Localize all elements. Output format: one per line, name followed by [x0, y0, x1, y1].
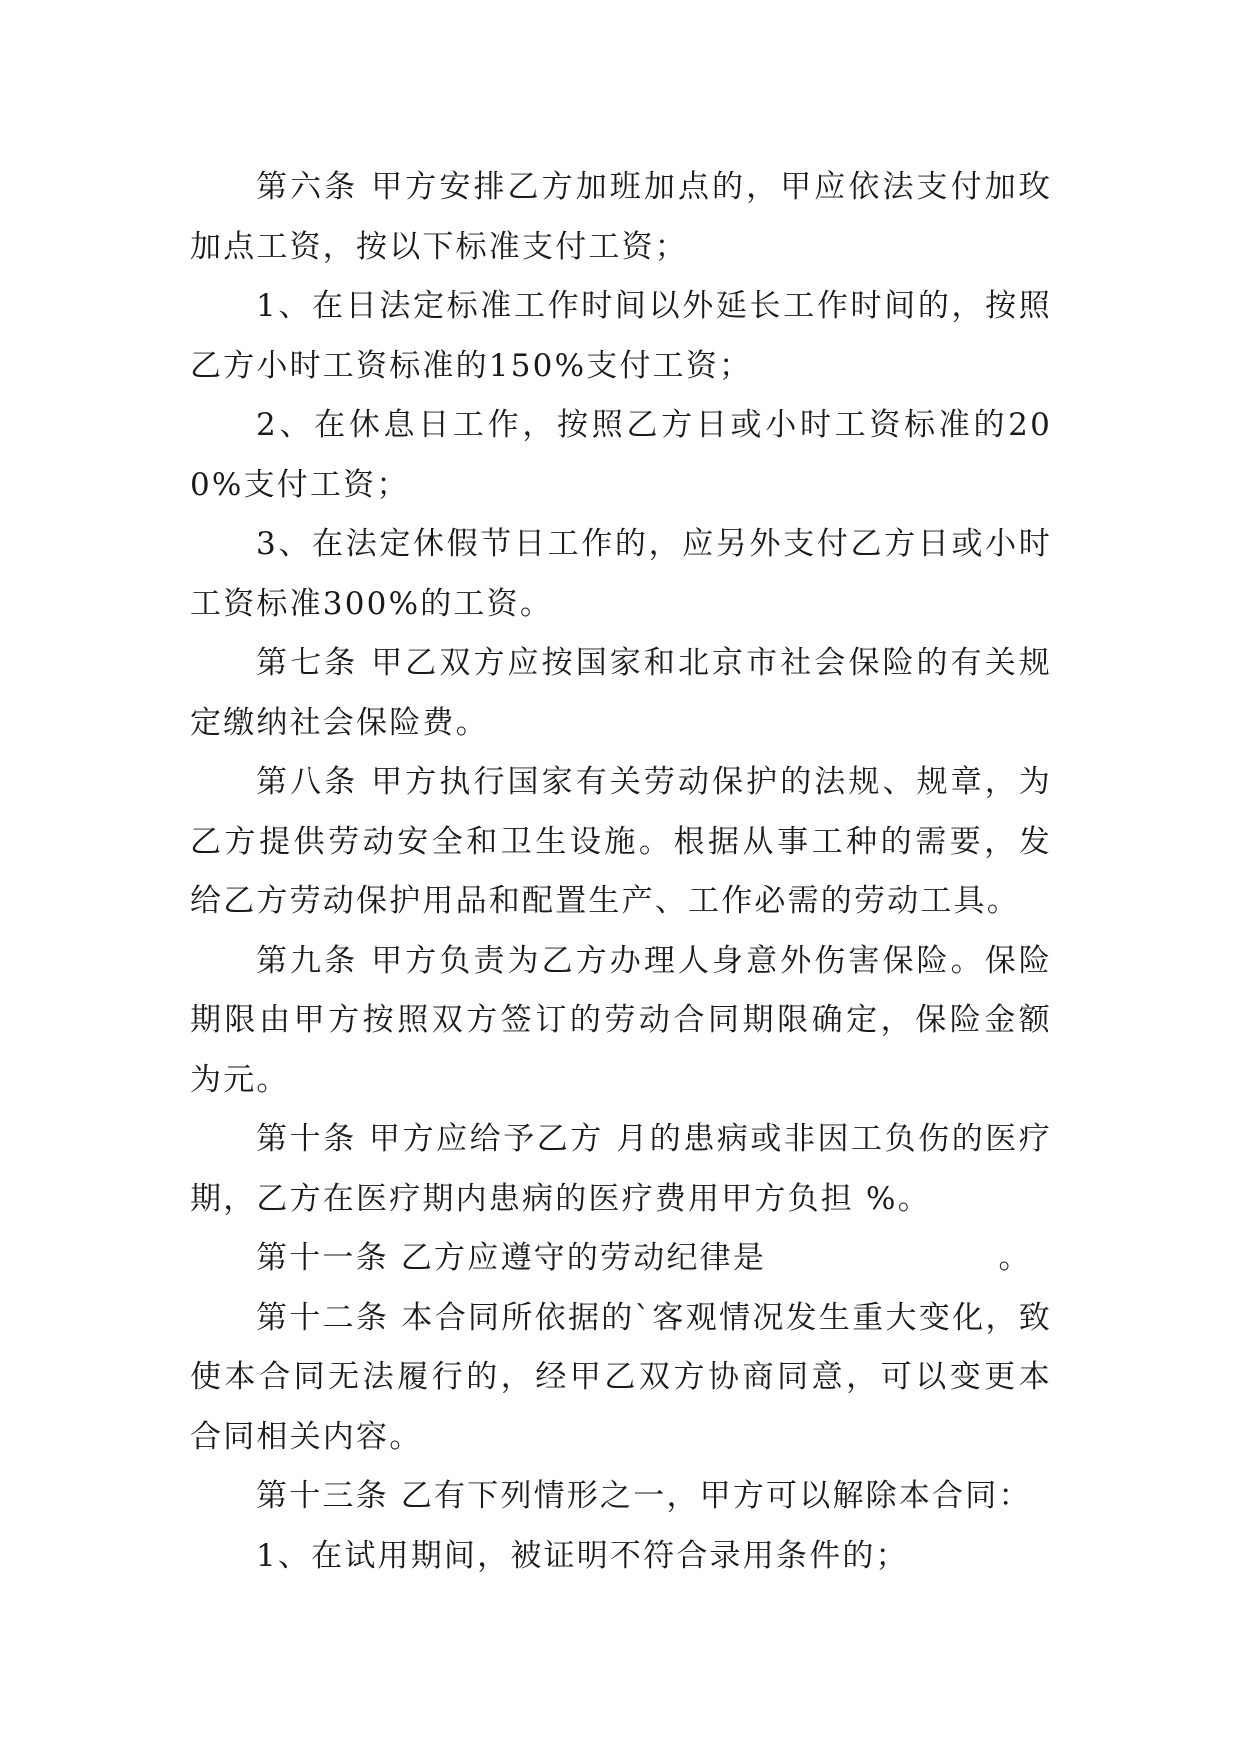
paragraph-article-13: 第十三条 乙有下列情形之一，甲方可以解除本合同： [256, 1478, 1032, 1514]
paragraph-termination-item-1: 1、在试用期间，被证明不符合录用条件的； [256, 1537, 909, 1574]
paragraph-article-10: 第十条 甲方应给予乙方 月的患病或非因工负伤的医疗期，乙方在医疗期内患病的医疗费用甲方负担 %。 [190, 1121, 1052, 1217]
paragraph-article-8: 第八条 甲方执行国家有关劳动保护的法规、规章，为乙方提供劳动安全和卫生设施。根据从事工种的需要，发给乙方劳动保护用品和配置生产、工作必需的劳动工具。 [190, 764, 1052, 919]
paragraph-article-11: 第十一条 乙方应遵守的劳动纪律是 。 [256, 1240, 1032, 1276]
paragraph-overtime-item-2: 2、在休息日工作，按照乙方日或小时工资标准的200%支付工资； [190, 407, 1052, 503]
paragraph-article-6: 第六条 甲方安排乙方加班加点的，甲应依法支付加玫加点工资，按以下标准支付工资； [190, 169, 1052, 265]
paragraph-overtime-item-1: 1、在日法定标准工作时间以外延长工作时间的，按照乙方小时工资标准的150%支付工资； [190, 288, 1052, 384]
paragraph-article-12: 第十二条 本合同所依据的`客观情况发生重大变化，致使本合同无法履行的，经甲乙双方协商同意，可以变更本合同相关内容。 [190, 1299, 1052, 1455]
paragraph-article-9: 第九条 甲方负责为乙方办理人身意外伤害保险。保险期限由甲方按照双方签订的劳动合同期限确定，保险金额为元。 [190, 942, 1052, 1098]
document-body [190, 158, 1052, 1586]
paragraph-article-7: 第七条 甲乙双方应按国家和北京市社会保险的有关规定缴纳社会保险费。 [190, 645, 1052, 741]
paragraph-overtime-item-3: 3、在法定休假节日工作的，应另外支付乙方日或小时工资标准300%的工资。 [190, 526, 1052, 622]
